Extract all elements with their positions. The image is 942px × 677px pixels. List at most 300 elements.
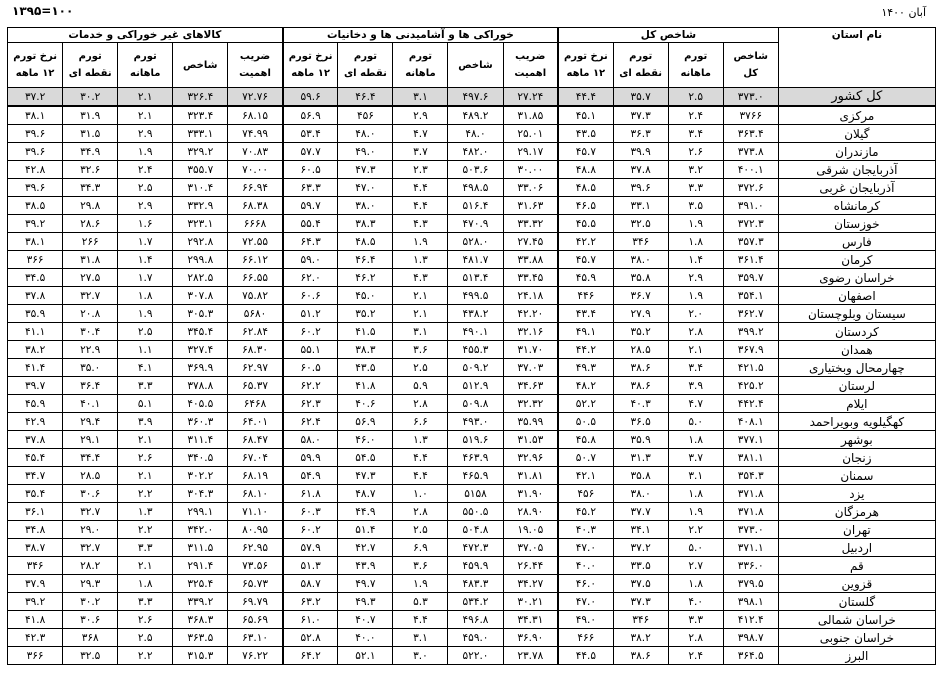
table-cell: ۲۸.۶ (63, 215, 118, 233)
col-header: شاخص کل (723, 43, 778, 88)
table-cell: ۳۵.۹۹ (503, 413, 558, 431)
table-cell: ۵.۳ (393, 593, 448, 611)
table-cell: ۶۳.۳ (283, 179, 338, 197)
report-date: آبان ۱۴۰۰ (881, 6, 926, 19)
table-cell: ۲۷.۴۵ (503, 233, 558, 251)
table-row (8, 197, 936, 215)
province-name: سمنان (778, 467, 935, 485)
table-cell: ۵۰.۷ (558, 449, 613, 467)
table-cell: ۵۱.۴ (338, 521, 393, 539)
table-row (8, 647, 936, 665)
table-cell: ۳۲.۷ (63, 287, 118, 305)
table-row (8, 431, 936, 449)
table-cell: ۱۹.۰۵ (503, 521, 558, 539)
table-cell: ۴.۷ (668, 395, 723, 413)
province-name: خوزستان (778, 215, 935, 233)
table-cell: ۲.۱ (118, 431, 173, 449)
table-cell: ۵۶۸۰ (228, 305, 283, 323)
province-name: تهران (778, 521, 935, 539)
table-cell: ۷۰.۰۰ (228, 161, 283, 179)
table-cell: ۴۹.۱ (558, 323, 613, 341)
table-cell: ۴۵.۹ (558, 269, 613, 287)
table-cell: ۴۵.۴ (8, 449, 63, 467)
table-cell: ۶۸.۱۵ (228, 106, 283, 125)
table-cell: ۴۴۶ (558, 287, 613, 305)
table-cell: ۴.۴ (393, 179, 448, 197)
col-header: نرخ تورم ۱۲ ماهه (283, 43, 338, 88)
table-cell: ۳۳۶.۰ (723, 557, 778, 575)
table-cell: ۲۷.۲۴ (503, 88, 558, 107)
table-cell: ۳۰.۲ (63, 88, 118, 107)
table-cell: ۳۷۱.۸ (723, 485, 778, 503)
table-cell: ۲.۶ (118, 449, 173, 467)
table-cell: ۶۳.۱۰ (228, 629, 283, 647)
table-cell: ۳۸.۰ (613, 251, 668, 269)
table-cell: ۷۰.۸۳ (228, 143, 283, 161)
table-cell: ۴۹.۷ (338, 575, 393, 593)
table-cell: ۵۶.۹ (283, 106, 338, 125)
group-header-food: خوراکی ها و آشامیدنی ها و دخانیات (283, 28, 558, 43)
table-cell: ۳۴۵.۴ (173, 323, 228, 341)
table-cell: ۴۸.۸ (558, 161, 613, 179)
table-cell: ۴.۳ (393, 269, 448, 287)
province-name: اردبیل (778, 539, 935, 557)
table-cell: ۳۴۶ (613, 233, 668, 251)
table-cell: ۳۵۵.۷ (173, 161, 228, 179)
table-cell: ۴۶.۴ (338, 88, 393, 107)
table-row (8, 557, 936, 575)
table-cell: ۲۴.۱۸ (503, 287, 558, 305)
table-cell: ۳۸.۲ (8, 341, 63, 359)
table-row (8, 611, 936, 629)
table-cell: ۲.۲ (118, 485, 173, 503)
table-cell: ۴۲.۲۰ (503, 305, 558, 323)
table-cell: ۴۱.۸ (8, 611, 63, 629)
col-header: نرخ تورم ۱۲ ماهه (558, 43, 613, 88)
table-cell: ۱.۳ (393, 251, 448, 269)
table-cell: ۴۷.۰ (338, 179, 393, 197)
table-cell: ۴۱.۱ (8, 323, 63, 341)
table-cell: ۱.۳ (118, 503, 173, 521)
province-name: سیستان وبلوچستان (778, 305, 935, 323)
table-cell: ۴۲.۱ (558, 467, 613, 485)
table-cell: ۳۷.۹ (8, 575, 63, 593)
table-cell: ۲.۸ (668, 323, 723, 341)
province-name: کهگیلویه وبویراحمد (778, 413, 935, 431)
table-cell: ۳۲۵.۴ (173, 575, 228, 593)
table-cell: ۳۰.۶ (63, 611, 118, 629)
table-cell: ۳۱.۵ (63, 125, 118, 143)
table-cell: ۴۲.۷ (338, 539, 393, 557)
table-cell: ۴۴.۲ (558, 341, 613, 359)
table-cell: ۲.۳ (393, 161, 448, 179)
table-cell: ۵۰۳.۶ (448, 161, 503, 179)
table-cell: ۴۸.۷ (338, 485, 393, 503)
table-cell: ۱.۰ (393, 485, 448, 503)
table-cell: ۳۵.۸ (613, 467, 668, 485)
table-cell: ۴۹۹.۵ (448, 287, 503, 305)
col-header: ضریب اهمیت (503, 43, 558, 88)
table-cell: ۲.۱ (118, 467, 173, 485)
table-cell: ۳۷۹.۵ (723, 575, 778, 593)
province-name: کرمان (778, 251, 935, 269)
table-cell: ۳۹.۶ (8, 179, 63, 197)
table-cell: ۴.۰ (668, 593, 723, 611)
table-cell: ۴۶.۰ (558, 575, 613, 593)
table-cell: ۳.۳ (118, 539, 173, 557)
table-row (8, 377, 936, 395)
table-cell: ۲.۲ (118, 521, 173, 539)
table-cell: ۳۲۶.۴ (173, 88, 228, 107)
table-row (8, 521, 936, 539)
table-cell: ۳.۳ (118, 377, 173, 395)
table-cell: ۶۲.۲ (283, 377, 338, 395)
table-cell: ۲.۱ (118, 88, 173, 107)
table-cell: ۳۸.۵ (8, 197, 63, 215)
col-header: تورم ماهانه (118, 43, 173, 88)
table-cell: ۳۰۷.۸ (173, 287, 228, 305)
table-cell: ۳۷.۲ (613, 539, 668, 557)
table-cell: ۳۰۵.۳ (173, 305, 228, 323)
table-cell: ۳۵.۷ (613, 88, 668, 107)
table-cell: ۴۸.۵ (338, 233, 393, 251)
table-cell: ۴۶.۲ (338, 269, 393, 287)
table-cell: ۱.۸ (668, 233, 723, 251)
table-cell: ۳۴.۳۱ (503, 611, 558, 629)
table-cell: ۶۰.۵ (283, 161, 338, 179)
table-cell: ۴۳.۹ (338, 557, 393, 575)
table-cell: ۴۵۶ (558, 485, 613, 503)
table-cell: ۴۹۶.۸ (448, 611, 503, 629)
province-name: مازندران (778, 143, 935, 161)
table-cell: ۲.۷ (668, 557, 723, 575)
table-cell: ۴۳.۵ (338, 359, 393, 377)
table-cell: ۵۹.۰ (283, 251, 338, 269)
table-cell: ۳۱۱.۵ (173, 539, 228, 557)
table-cell: ۳۰.۰۰ (503, 161, 558, 179)
table-cell: ۲۳.۷۸ (503, 647, 558, 665)
table-row (8, 287, 936, 305)
table-cell: ۳۷.۲ (8, 88, 63, 107)
table-row (8, 539, 936, 557)
table-cell: ۳۰.۴ (63, 323, 118, 341)
table-cell: ۳.۷ (393, 143, 448, 161)
table-cell: ۴۸.۰ (448, 125, 503, 143)
table-cell: ۴۵.۹ (8, 395, 63, 413)
table-cell: ۲۲.۹ (63, 341, 118, 359)
table-cell: ۲.۵ (393, 359, 448, 377)
table-cell: ۶۱.۰ (283, 611, 338, 629)
table-cell: ۳۲.۳۲ (503, 395, 558, 413)
table-cell: ۳۶۳.۴ (723, 125, 778, 143)
table-cell: ۳۷.۵ (613, 575, 668, 593)
table-cell: ۱.۶ (118, 215, 173, 233)
table-cell: ۴۸.۰ (338, 125, 393, 143)
table-cell: ۴۸۲.۰ (448, 143, 503, 161)
table-cell: ۳۱۵.۳ (173, 647, 228, 665)
table-cell: ۴۳.۵ (558, 125, 613, 143)
table-cell: ۳۹۸.۱ (723, 593, 778, 611)
table-cell: ۲۹۹.۸ (173, 251, 228, 269)
table-cell: ۴۵.۵ (558, 215, 613, 233)
table-cell: ۳۹۹.۲ (723, 323, 778, 341)
col-header: ضریب اهمیت (228, 43, 283, 88)
table-cell: ۱.۹ (393, 575, 448, 593)
table-cell: ۳۳.۵ (613, 557, 668, 575)
table-cell: ۳۳.۴۵ (503, 269, 558, 287)
table-cell: ۲۷.۵ (63, 269, 118, 287)
table-cell: ۳۱.۵۳ (503, 431, 558, 449)
table-cell: ۳۱.۸۵ (503, 106, 558, 125)
table-cell: ۴.۷ (393, 125, 448, 143)
table-cell: ۶۶.۱۲ (228, 251, 283, 269)
table-cell: ۶۲.۳ (283, 395, 338, 413)
table-cell: ۴۰.۶ (338, 395, 393, 413)
table-cell: ۴۲.۸ (8, 161, 63, 179)
province-name: چهارمحال وبختیاری (778, 359, 935, 377)
table-cell: ۳۴.۳ (63, 179, 118, 197)
table-cell: ۴۸۹.۲ (448, 106, 503, 125)
table-cell: ۴۴۲.۴ (723, 395, 778, 413)
col-header: تورم ماهانه (393, 43, 448, 88)
table-cell: ۳۷.۸ (8, 287, 63, 305)
table-cell: ۳.۴ (668, 359, 723, 377)
table-cell: ۵۲۸.۰ (448, 233, 503, 251)
table-cell: ۴۹.۳ (338, 593, 393, 611)
table-cell: ۶۴.۰۱ (228, 413, 283, 431)
table-cell: ۳۵۴.۱ (723, 287, 778, 305)
table-cell: ۴۷.۰ (558, 593, 613, 611)
table-row (8, 233, 936, 251)
table-cell: ۳۷۷.۱ (723, 431, 778, 449)
table-cell: ۳۷.۰۵ (503, 539, 558, 557)
table-cell: ۲۸.۹۰ (503, 503, 558, 521)
table-cell: ۳۶۱.۴ (723, 251, 778, 269)
table-row (8, 215, 936, 233)
table-cell: ۳۱۰.۴ (173, 179, 228, 197)
table-cell: ۳۳.۸۸ (503, 251, 558, 269)
table-cell: ۵۲.۸ (283, 629, 338, 647)
col-header: شاخص (173, 43, 228, 88)
table-cell: ۳۹.۶ (8, 125, 63, 143)
table-cell: ۴۹۷.۶ (448, 88, 503, 107)
table-cell: ۶۲.۴ (283, 413, 338, 431)
table-cell: ۳۲۹.۲ (173, 143, 228, 161)
table-cell: ۴۸.۵ (558, 179, 613, 197)
table-cell: ۲۷.۹ (613, 305, 668, 323)
table-cell: ۳۰.۲ (63, 593, 118, 611)
province-name: البرز (778, 647, 935, 665)
table-cell: ۳۹.۲ (8, 593, 63, 611)
table-cell: ۳۷۳.۰ (723, 88, 778, 107)
table-row (8, 179, 936, 197)
group-header-nonfood: کالاهای غیر خوراکی و خدمات (8, 28, 283, 43)
table-cell: ۳۵.۹ (613, 431, 668, 449)
province-name: خراسان رضوی (778, 269, 935, 287)
table-cell: ۲.۲ (668, 521, 723, 539)
table-cell: ۳۷۳.۸ (723, 143, 778, 161)
table-cell: ۲۶۶ (63, 233, 118, 251)
table-cell: ۶.۶ (393, 413, 448, 431)
table-cell: ۵۸.۰ (283, 431, 338, 449)
table-cell: ۳۸۱.۱ (723, 449, 778, 467)
table-cell: ۳۱.۷۰ (503, 341, 558, 359)
table-cell: ۳۹.۶ (8, 143, 63, 161)
table-cell: ۳۲.۹۶ (503, 449, 558, 467)
table-cell: ۳.۶ (393, 341, 448, 359)
table-cell: ۷۲.۷۶ (228, 88, 283, 107)
table-cell: ۲۵.۰۱ (503, 125, 558, 143)
table-cell: ۴۰۰.۱ (723, 161, 778, 179)
table-cell: ۳۶۶ (8, 647, 63, 665)
table-cell: ۲۹.۰ (63, 521, 118, 539)
table-cell: ۴۱.۸ (338, 377, 393, 395)
table-row (8, 323, 936, 341)
table-cell: ۷۲.۵۵ (228, 233, 283, 251)
table-cell: ۴۹۰.۱ (448, 323, 503, 341)
table-cell: ۲.۲ (118, 647, 173, 665)
table-cell: ۲.۸ (393, 503, 448, 521)
table-cell: ۱.۹ (668, 503, 723, 521)
inflation-table (7, 27, 936, 665)
table-cell: ۳.۳ (668, 179, 723, 197)
table-cell: ۳۸.۰ (338, 197, 393, 215)
table-cell: ۵۶.۹ (338, 413, 393, 431)
table-cell: ۷۵.۸۲ (228, 287, 283, 305)
table-cell: ۲.۵ (668, 88, 723, 107)
table-cell: ۴۵.۷ (558, 143, 613, 161)
table-cell: ۳۷.۳ (613, 106, 668, 125)
table-cell: ۶۰.۶ (283, 287, 338, 305)
table-cell: ۲.۵ (118, 323, 173, 341)
table-cell: ۲۰.۸ (63, 305, 118, 323)
col-header: نرخ تورم ۱۲ ماهه (8, 43, 63, 88)
table-cell: ۲.۶ (668, 143, 723, 161)
table-cell: ۶۵.۶۹ (228, 611, 283, 629)
table-cell: ۵.۱ (118, 395, 173, 413)
table-cell: ۴۶۶ (558, 629, 613, 647)
table-cell: ۵۱۶.۴ (448, 197, 503, 215)
table-cell: ۱.۹ (668, 215, 723, 233)
table-cell: ۶۹.۷۹ (228, 593, 283, 611)
table-cell: ۵۴.۹ (283, 467, 338, 485)
table-cell: ۳۲.۱۶ (503, 323, 558, 341)
province-name: ایلام (778, 395, 935, 413)
table-row (8, 359, 936, 377)
table-cell: ۲۹.۴ (63, 413, 118, 431)
table-row (8, 143, 936, 161)
province-name: همدان (778, 341, 935, 359)
table-cell: ۱.۸ (118, 575, 173, 593)
table-cell: ۴۷.۳ (338, 467, 393, 485)
table-cell: ۳۴۲.۰ (173, 521, 228, 539)
table-cell: ۷۱.۱۰ (228, 503, 283, 521)
table-cell: ۲۹۱.۴ (173, 557, 228, 575)
table-cell: ۵۱۵۸ (448, 485, 503, 503)
table-cell: ۳۸.۶ (613, 359, 668, 377)
table-cell: ۶۴۶۸ (228, 395, 283, 413)
table-cell: ۳۳.۰۶ (503, 179, 558, 197)
table-cell: ۱.۸ (118, 287, 173, 305)
table-cell: ۴.۴ (393, 611, 448, 629)
table-cell: ۶۶.۵۵ (228, 269, 283, 287)
table-cell: ۵۳۴.۲ (448, 593, 503, 611)
table-cell: ۲۹۹.۱ (173, 503, 228, 521)
table-cell: ۲.۰ (668, 305, 723, 323)
table-cell: ۶۲.۹۷ (228, 359, 283, 377)
table-cell: ۳۶.۹۰ (503, 629, 558, 647)
table-cell: ۶۵.۷۳ (228, 575, 283, 593)
table-cell: ۳.۳ (668, 611, 723, 629)
table-cell: ۱.۸ (668, 485, 723, 503)
table-cell: ۶۴.۲ (283, 647, 338, 665)
table-cell: ۶۸.۳۰ (228, 341, 283, 359)
province-name: هرمزگان (778, 503, 935, 521)
table-cell: ۳۹۸.۷ (723, 629, 778, 647)
table-cell: ۳۱.۸۱ (503, 467, 558, 485)
table-row (8, 413, 936, 431)
table-cell: ۳۹.۷ (8, 377, 63, 395)
table-cell: ۳۴.۹ (63, 143, 118, 161)
table-cell: ۲.۱ (668, 341, 723, 359)
table-cell: ۴۰.۷ (338, 611, 393, 629)
table-cell: ۴۱.۵ (338, 323, 393, 341)
table-cell: ۳۵۹.۷ (723, 269, 778, 287)
table-cell: ۵۲.۱ (338, 647, 393, 665)
province-name: قم (778, 557, 935, 575)
province-name: بوشهر (778, 431, 935, 449)
table-cell: ۵۲.۲ (558, 395, 613, 413)
table-cell: ۴۹.۰ (338, 143, 393, 161)
table-cell: ۳۶.۳ (613, 125, 668, 143)
table-row (8, 251, 936, 269)
table-cell: ۳۰۴.۳ (173, 485, 228, 503)
table-cell: ۳۵.۴ (8, 485, 63, 503)
table-cell: ۲.۱ (393, 305, 448, 323)
table-cell: ۳۸.۶ (613, 377, 668, 395)
table-cell: ۳.۱ (668, 467, 723, 485)
table-cell: ۶۲.۸۴ (228, 323, 283, 341)
table-cell: ۴۵.۲ (558, 503, 613, 521)
table-cell: ۳۵.۰ (63, 359, 118, 377)
table-cell: ۶۶۶۸ (228, 215, 283, 233)
table-row (8, 593, 936, 611)
table-cell: ۳۴۶ (8, 557, 63, 575)
group-header-total: شاخص کل (558, 28, 778, 43)
province-name: کرمانشاه (778, 197, 935, 215)
table-cell: ۳۳.۳۲ (503, 215, 558, 233)
table-cell: ۴۰.۳ (558, 521, 613, 539)
table-row (8, 125, 936, 143)
table-row (8, 269, 936, 287)
table-cell: ۵۰۹.۲ (448, 359, 503, 377)
table-cell: ۳۲۷.۴ (173, 341, 228, 359)
table-cell: ۳.۷ (668, 449, 723, 467)
province-name: آذربایجان شرقی (778, 161, 935, 179)
table-cell: ۳۶.۵ (613, 413, 668, 431)
table-cell: ۱.۷ (118, 233, 173, 251)
table-cell: ۴۵۹.۰ (448, 629, 503, 647)
table-cell: ۴۵.۱ (558, 106, 613, 125)
table-cell: ۱.۴ (118, 251, 173, 269)
table-cell: ۴۵۹.۹ (448, 557, 503, 575)
table-cell: ۴۶.۵ (558, 197, 613, 215)
table-cell: ۳۴.۱ (613, 521, 668, 539)
table-cell: ۵۴.۵ (338, 449, 393, 467)
table-cell: ۱.۹ (668, 287, 723, 305)
table-cell: ۴۸۱.۷ (448, 251, 503, 269)
table-cell: ۳۰.۶ (63, 485, 118, 503)
